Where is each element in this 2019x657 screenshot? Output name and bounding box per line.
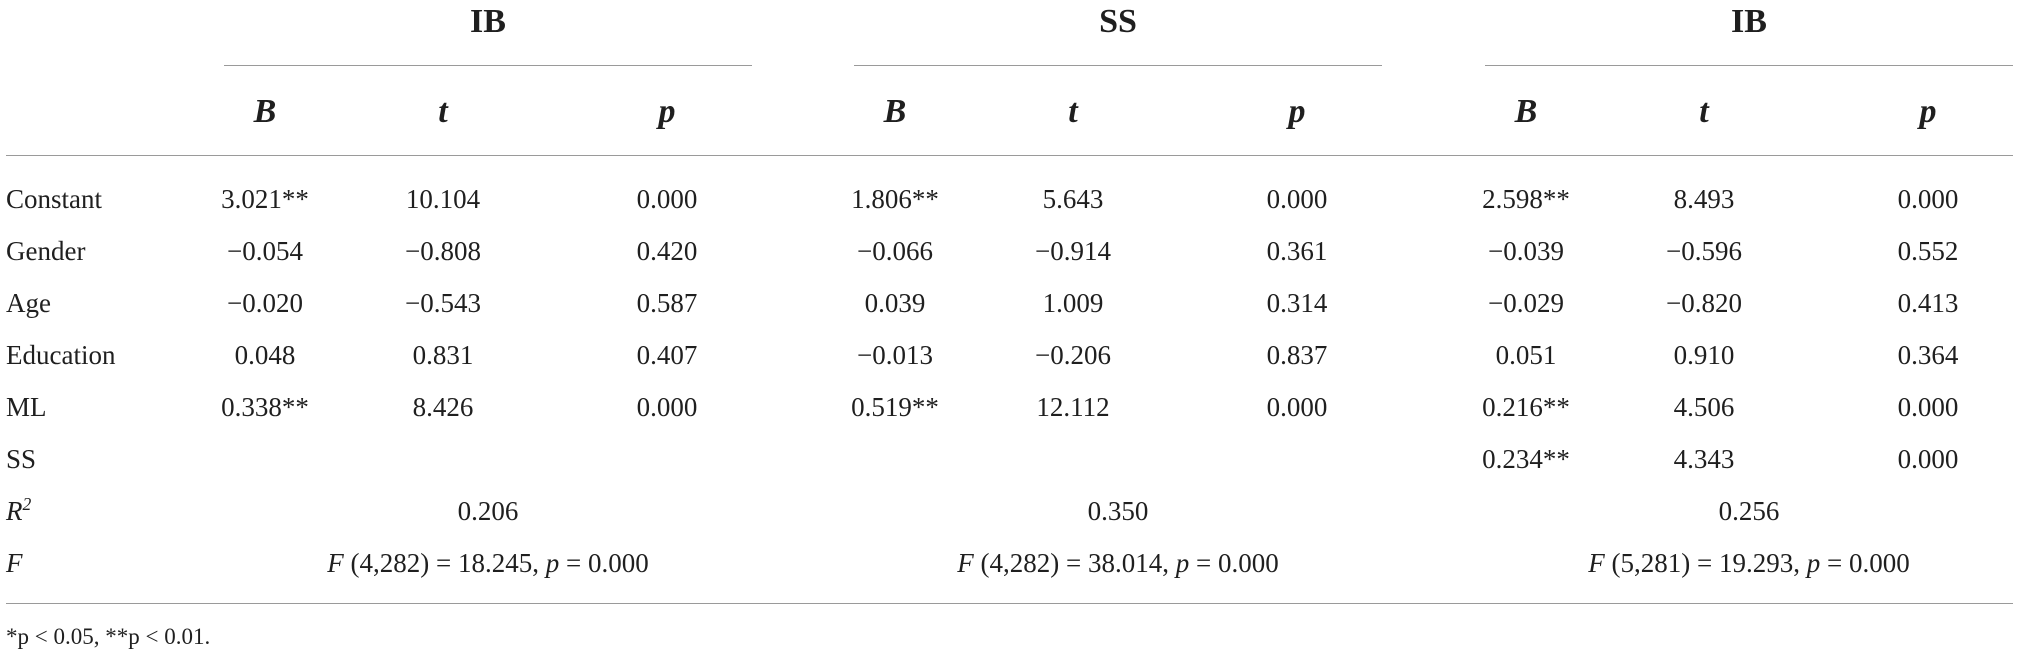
table-cell: 1.009 [1042, 288, 1104, 318]
f-symbol: F [957, 548, 974, 578]
table-cell [368, 442, 518, 476]
p-symbol: p [1175, 548, 1190, 578]
row-label: Education [6, 340, 116, 370]
r2-label [6, 494, 31, 528]
r2-value: 0.350 [1087, 496, 1149, 526]
p-symbol: p [545, 548, 560, 578]
table-footnote: *p < 0.05, **p < 0.01. [6, 624, 211, 649]
table-cell: 0.000 [1897, 184, 1959, 214]
table-cell: 5.643 [1042, 184, 1104, 214]
table-cell: 12.112 [1036, 392, 1110, 422]
subheader-p: p [658, 93, 676, 130]
table-cell: −0.054 [227, 236, 303, 266]
group-rule-3 [1485, 65, 2013, 66]
table-cell [820, 442, 970, 476]
table-cell: −0.066 [857, 236, 933, 266]
table-cell: 0.234** [1482, 444, 1570, 474]
table-cell: −0.596 [1666, 236, 1742, 266]
row-label: Constant [6, 184, 103, 214]
table-cell: −0.914 [1035, 236, 1111, 266]
table-cell: 0.831 [412, 340, 474, 370]
row-label: SS [6, 444, 37, 474]
table-cell [190, 442, 340, 476]
table-cell: 0.000 [1266, 392, 1328, 422]
table-cell: 0.552 [1897, 236, 1959, 266]
p-symbol: p [1806, 548, 1821, 578]
f-label: F [6, 548, 23, 578]
table-cell: 0.587 [636, 288, 698, 318]
table-cell: 4.506 [1673, 392, 1735, 422]
header-rule [6, 155, 2013, 156]
f-value [238, 546, 738, 580]
table-cell: 0.000 [1897, 392, 1959, 422]
table-cell: 0.314 [1266, 288, 1328, 318]
table-cell: 0.000 [1897, 444, 1959, 474]
f-args: (4,282) = 38.014, [973, 548, 1176, 578]
table-cell: 0.364 [1897, 340, 1959, 370]
table-cell: 0.837 [1266, 340, 1328, 370]
table-cell: −0.808 [405, 236, 481, 266]
f-args: (4,282) = 18.245, [343, 548, 546, 578]
group-header-ib-1: IB [470, 3, 506, 40]
table-cell: 0.407 [636, 340, 698, 370]
table-cell: 0.039 [864, 288, 926, 318]
p-value: = 0.000 [1189, 548, 1279, 578]
group-rule-2 [854, 65, 1382, 66]
row-label: Age [6, 288, 51, 318]
subheader-t: t [438, 93, 448, 130]
subheader-b: B [1514, 93, 1538, 130]
table-cell: 0.361 [1266, 236, 1328, 266]
p-value: = 0.000 [1820, 548, 1910, 578]
subheader-t: t [1068, 93, 1078, 130]
f-value [868, 546, 1368, 580]
bottom-rule [6, 603, 2013, 604]
table-cell: 0.000 [636, 184, 698, 214]
table-cell: −0.039 [1488, 236, 1564, 266]
table-cell [592, 442, 742, 476]
table-cell: 10.104 [405, 184, 481, 214]
p-value: = 0.000 [559, 548, 649, 578]
f-symbol: F [1588, 548, 1605, 578]
f-args: (5,281) = 19.293, [1604, 548, 1807, 578]
table-cell: 0.048 [234, 340, 296, 370]
f-value [1499, 546, 1999, 580]
f-symbol: F [327, 548, 344, 578]
table-cell: 4.343 [1673, 444, 1735, 474]
subheader-b: B [883, 93, 907, 130]
table-cell: 0.000 [636, 392, 698, 422]
table-cell: 0.051 [1495, 340, 1557, 370]
table-cell: −0.029 [1488, 288, 1564, 318]
subheader-t: t [1699, 93, 1709, 130]
subheader-p: p [1288, 93, 1306, 130]
table-cell [998, 442, 1148, 476]
table-cell [1222, 442, 1372, 476]
r2-label-base: R [6, 496, 23, 526]
table-cell: −0.020 [227, 288, 303, 318]
group-header-ib-2: IB [1731, 3, 1767, 40]
r2-label-superscript: 2 [22, 494, 32, 514]
table-cell: 2.598** [1482, 184, 1570, 214]
table-cell: 0.420 [636, 236, 698, 266]
table-cell: 0.910 [1673, 340, 1735, 370]
r2-value: 0.256 [1718, 496, 1780, 526]
table-cell: 8.493 [1673, 184, 1735, 214]
table-cell: −0.820 [1666, 288, 1742, 318]
subheader-b: B [253, 93, 277, 130]
row-label: ML [6, 392, 47, 422]
table-cell: 8.426 [412, 392, 474, 422]
table-cell: 0.338** [221, 392, 309, 422]
group-header-ss: SS [1099, 3, 1137, 40]
row-label: Gender [6, 236, 86, 266]
r2-value: 0.206 [457, 496, 519, 526]
subheader-p: p [1919, 93, 1937, 130]
table-cell: 0.216** [1482, 392, 1570, 422]
table-cell: 1.806** [851, 184, 939, 214]
table-cell: 3.021** [221, 184, 309, 214]
table-cell: −0.543 [405, 288, 481, 318]
table-cell: 0.519** [851, 392, 939, 422]
table-cell: 0.413 [1897, 288, 1959, 318]
group-rule-1 [224, 65, 752, 66]
table-cell: −0.206 [1035, 340, 1111, 370]
table-cell: −0.013 [857, 340, 933, 370]
table-cell: 0.000 [1266, 184, 1328, 214]
